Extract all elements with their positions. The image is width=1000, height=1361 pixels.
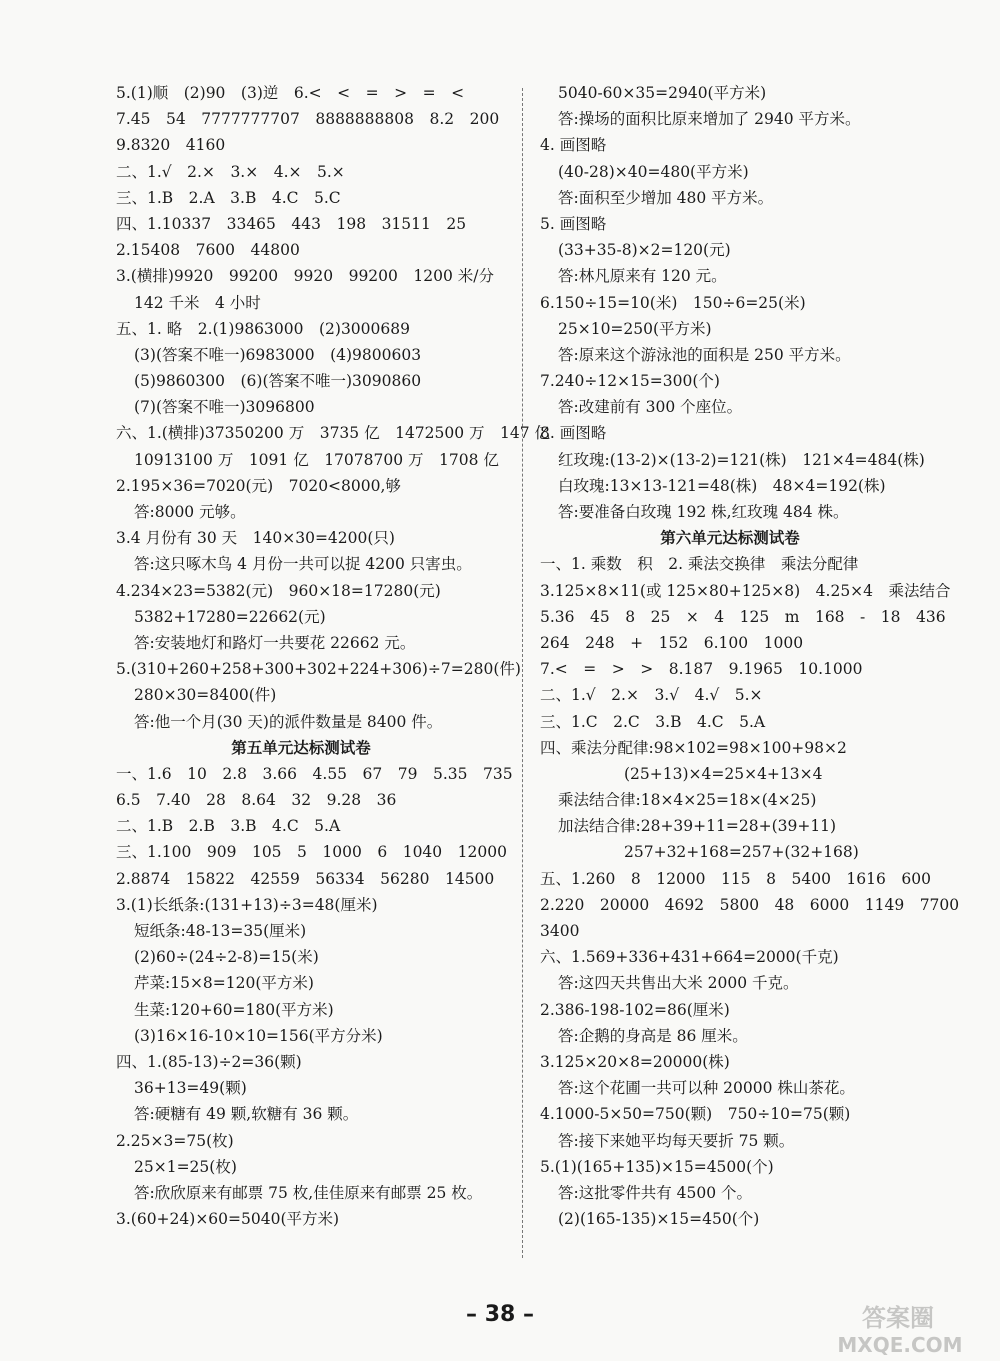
answer-line: 2.25×3=75(枚) bbox=[116, 1131, 234, 1150]
answer-line: 7.240÷12×15=300(个) bbox=[540, 372, 720, 391]
answer-line: 3.125×20×8=20000(株) bbox=[540, 1052, 730, 1071]
answer-line: (33+35-8)×2=120(元) bbox=[558, 241, 731, 260]
answer-line: 25×10=250(平方米) bbox=[558, 319, 712, 338]
answer-line: 9.8320 4160 bbox=[116, 136, 226, 155]
left-column bbox=[116, 80, 551, 1232]
answer-line: 三、1.B 2.A 3.B 4.C 5.C bbox=[116, 188, 341, 207]
answer-line: 答:操场的面积比原来增加了 2940 平方米。 bbox=[558, 110, 861, 129]
answer-line: 一、1. 乘数 积 2. 乘法交换律 乘法分配律 bbox=[540, 555, 859, 574]
answer-line: 红玫瑰:(13-2)×(13-2)=121(株) 121×4=484(株) bbox=[558, 450, 925, 469]
answer-line: 六、1.(横排)37350200 万 3735 亿 1472500 万 147 亿 bbox=[116, 424, 551, 443]
answer-line: 6.5 7.40 28 8.64 32 9.28 36 bbox=[116, 791, 397, 810]
answer-line: 短纸条:48-13=35(厘米) bbox=[134, 922, 307, 940]
answer-line: 答:这批零件共有 4500 个。 bbox=[558, 1183, 753, 1202]
answer-line: 生菜:120+60=180(平方米) bbox=[134, 1000, 334, 1019]
answer-line: 2.195×36=7020(元) 7020<8000,够 bbox=[116, 476, 401, 495]
answer-line: 答:这个花圃一共可以种 20000 株山茶花。 bbox=[558, 1079, 855, 1098]
answer-line: 6.150÷15=10(米) 150÷6=25(米) bbox=[540, 293, 806, 312]
answer-line: 二、1.√ 2.× 3.× 4.× 5.× bbox=[116, 162, 345, 181]
answer-line: 三、1.100 909 105 5 1000 6 1040 12000 bbox=[116, 843, 507, 862]
answer-line: 4.1000-5×50=750(颗) 750÷10=75(颗) bbox=[540, 1105, 851, 1124]
answer-line: 答:改建前有 300 个座位。 bbox=[558, 398, 743, 417]
answer-line: (3)16×16-10×10=156(平方分米) bbox=[134, 1026, 383, 1045]
column-divider bbox=[522, 88, 523, 1258]
watermark-domain: MXQE.COM bbox=[837, 1333, 963, 1357]
answer-line: 36+13=49(颗) bbox=[134, 1079, 247, 1098]
answer-line: (2)(165-135)×15=450(个) bbox=[558, 1210, 760, 1229]
answer-line: 2.8874 15822 42559 56334 56280 14500 bbox=[116, 869, 495, 888]
answer-line: 二、1.B 2.B 3.B 4.C 5.A bbox=[116, 817, 341, 836]
answer-line: 答:这四天共售出大米 2000 千克。 bbox=[558, 974, 799, 993]
answer-line: 2.15408 7600 44800 bbox=[116, 241, 300, 260]
answer-line: (40-28)×40=480(平方米) bbox=[558, 162, 749, 181]
answer-line: 加法结合律:28+39+11=28+(39+11) bbox=[558, 817, 837, 836]
answer-line: 5040-60×35=2940(平方米) bbox=[558, 84, 767, 102]
answer-line: 答:他一个月(30 天)的派件数量是 8400 件。 bbox=[134, 712, 443, 731]
answer-line: 5.(1)(165+135)×15=4500(个) bbox=[540, 1157, 774, 1176]
answer-line: 3.(横排)9920 99200 9920 99200 1200 米/分 bbox=[116, 267, 494, 286]
answer-line: 一、1.6 10 2.8 3.66 4.55 67 79 5.35 735 bbox=[116, 764, 513, 783]
answer-line: 8. 画图略 bbox=[540, 424, 607, 443]
answer-line: (3)(答案不唯一)6983000 (4)9800603 bbox=[134, 345, 422, 364]
answer-line: 五、1.260 8 12000 115 8 5400 1616 600 bbox=[540, 869, 931, 888]
answer-line: 5.(1)顺 (2)90 (3)逆 6.< < = > = < bbox=[116, 84, 465, 102]
answer-line: 3.125×8×11(或 125×80+125×8) 4.25×4 乘法结合 bbox=[540, 581, 951, 600]
answer-line: 3.4 月份有 30 天 140×30=4200(只) bbox=[116, 529, 395, 548]
answer-line: 答:原来这个游泳池的面积是 250 平方米。 bbox=[558, 345, 851, 364]
answer-line: 5.36 45 8 25 × 4 125 m 168 - 18 436 bbox=[540, 607, 946, 626]
answer-line: 答:8000 元够。 bbox=[134, 503, 246, 521]
answer-line: 2.386-198-102=86(厘米) bbox=[540, 1000, 730, 1019]
answer-line: (7)(答案不唯一)3096800 bbox=[134, 398, 315, 417]
answer-line: 5382+17280=22662(元) bbox=[134, 607, 326, 626]
answer-line: 142 千米 4 小时 bbox=[134, 293, 261, 312]
answer-line: 四、乘法分配律:98×102=98×100+98×2 bbox=[540, 738, 847, 757]
answer-line: (25+13)×4=25×4+13×4 bbox=[624, 764, 823, 783]
right-column bbox=[540, 80, 980, 1232]
watermark-logo bbox=[810, 1300, 990, 1358]
answer-line: 四、1.(85-13)÷2=36(颗) bbox=[116, 1052, 302, 1071]
answer-line: 25×1=25(枚) bbox=[134, 1157, 237, 1176]
answer-line: 5. 画图略 bbox=[540, 214, 607, 233]
answer-line: 答:安装地灯和路灯一共要花 22662 元。 bbox=[134, 633, 416, 652]
answer-line: 白玫瑰:13×13-121=48(株) 48×4=192(株) bbox=[558, 476, 886, 495]
answer-line: 答:欣欣原来有邮票 75 枚,佳佳原来有邮票 25 枚。 bbox=[134, 1183, 483, 1202]
answer-line: (2)60÷(24÷2-8)=15(米) bbox=[134, 948, 319, 967]
page-number: – 38 – bbox=[466, 1302, 534, 1327]
answer-line: 7.< = > > 8.187 9.1965 10.1000 bbox=[540, 660, 863, 679]
answer-line: 答:面积至少增加 480 平方米。 bbox=[558, 188, 774, 207]
section-heading: 第六单元达标测试卷 bbox=[660, 529, 800, 548]
answer-line: 答:要准备白玫瑰 192 株,红玫瑰 484 株。 bbox=[558, 503, 849, 521]
answer-line: 3.(1)长纸条:(131+13)÷3=48(厘米) bbox=[116, 895, 378, 914]
answer-line: 280×30=8400(件) bbox=[134, 686, 277, 705]
answer-line: 答:硬糖有 49 颗,软糖有 36 颗。 bbox=[134, 1105, 359, 1124]
answer-line: 10913100 万 1091 亿 17078700 万 1708 亿 bbox=[134, 450, 499, 469]
answer-line: 257+32+168=257+(32+168) bbox=[624, 843, 859, 862]
answer-line: 264 248 + 152 6.100 1000 bbox=[540, 633, 804, 652]
answer-line: 2.220 20000 4692 5800 48 6000 1149 7700 bbox=[540, 895, 960, 914]
answer-line: 乘法结合律:18×4×25=18×(4×25) bbox=[558, 791, 817, 810]
answer-line: 答:林凡原来有 120 元。 bbox=[558, 267, 727, 286]
answer-line: 7.45 54 7777777707 8888888808 8.2 200 bbox=[116, 110, 500, 129]
answer-line: 4.234×23=5382(元) 960×18=17280(元) bbox=[116, 581, 441, 600]
answer-line: 三、1.C 2.C 3.B 4.C 5.A bbox=[540, 712, 766, 731]
answer-line: 芹菜:15×8=120(平方米) bbox=[134, 974, 314, 993]
answer-line: 5.(310+260+258+300+302+224+306)÷7=280(件) bbox=[116, 660, 521, 679]
answer-line: 答:这只啄木鸟 4 月份一共可以捉 4200 只害虫。 bbox=[134, 555, 472, 574]
answer-line: (5)9860300 (6)(答案不唯一)3090860 bbox=[134, 372, 422, 391]
answer-line: 3.(60+24)×60=5040(平方米) bbox=[116, 1210, 340, 1229]
answer-line: 二、1.√ 2.× 3.√ 4.√ 5.× bbox=[540, 686, 763, 705]
section-heading: 第五单元达标测试卷 bbox=[231, 738, 371, 757]
answer-line: 四、1.10337 33465 443 198 31511 25 bbox=[116, 214, 467, 233]
answer-line: 答:企鹅的身高是 86 厘米。 bbox=[558, 1026, 748, 1045]
answer-line: 4. 画图略 bbox=[540, 136, 607, 155]
answer-line: 六、1.569+336+431+664=2000(千克) bbox=[540, 948, 839, 967]
answer-line: 3400 bbox=[540, 922, 580, 940]
watermark-title: 答案圈 bbox=[862, 1304, 934, 1332]
answer-line: 五、1. 略 2.(1)9863000 (2)3000689 bbox=[116, 319, 410, 338]
answer-line: 答:接下来她平均每天要折 75 颗。 bbox=[558, 1131, 795, 1150]
